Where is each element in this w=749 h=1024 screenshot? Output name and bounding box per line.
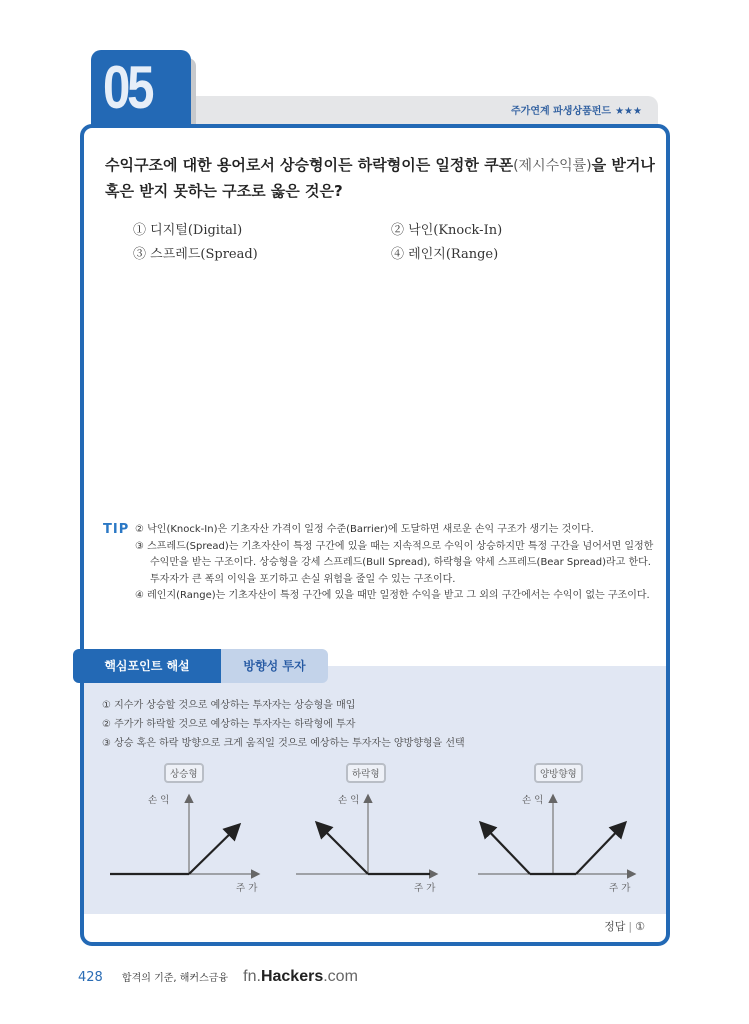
site-brand: Hackers bbox=[260, 968, 324, 985]
key-point-item: ③ 상승 혹은 하락 방향으로 크게 움직일 것으로 예상하는 투자자는 양방향형을 선택 bbox=[102, 738, 465, 749]
question-text bbox=[105, 153, 655, 204]
option-num: ④ bbox=[391, 247, 405, 262]
payoff-chart bbox=[110, 760, 290, 895]
option-label: 낙인(Knock-In) bbox=[408, 223, 503, 238]
option-num: ③ bbox=[133, 247, 147, 262]
key-point-subject-tab: 방향성 투자 bbox=[221, 649, 328, 683]
y-axis-label: 손 익 bbox=[338, 795, 360, 806]
option-2[interactable] bbox=[391, 219, 502, 238]
x-axis-label: 주 가 bbox=[609, 883, 631, 894]
option-label: 디지털(Digital) bbox=[150, 223, 243, 238]
key-point-item: ① 지수가 상승할 것으로 예상하는 투자자는 상승형을 매입 bbox=[102, 700, 356, 711]
graph-title: 양방향형 bbox=[534, 763, 583, 783]
question-text-part-1: 수익구조에 대한 용어로서 상승형이든 하락형이든 일정한 쿠폰 bbox=[105, 156, 514, 174]
key-point-item: ② 주가가 하락할 것으로 예상하는 투자자는 하락형에 투자 bbox=[102, 719, 356, 730]
topic-bar bbox=[196, 96, 658, 126]
x-axis-label: 주 가 bbox=[414, 883, 436, 894]
tip-item: ④ 레인지(Range)는 기초자산이 특정 구간에 있을 때만 일정한 수익을 받고 그 외의 구간에서는 수익이 없는 구조이다. bbox=[135, 590, 650, 601]
y-axis-label: 손 익 bbox=[522, 795, 544, 806]
tip-label: TIP bbox=[103, 522, 130, 537]
site-link[interactable] bbox=[243, 968, 358, 985]
page-footer bbox=[78, 966, 358, 986]
graph-bearish bbox=[296, 760, 476, 895]
key-point-tab: 핵심포인트 해설 bbox=[73, 649, 221, 683]
footer-slogan: 합격의 기준, 해커스금융 bbox=[121, 973, 229, 984]
difficulty-stars: ★★★ bbox=[615, 106, 642, 117]
x-axis-label: 주 가 bbox=[236, 883, 258, 894]
option-4[interactable] bbox=[391, 243, 498, 262]
question-number: 05 bbox=[103, 54, 152, 121]
option-1[interactable] bbox=[133, 219, 242, 238]
question-text-part-2: 을 받거나 혹은 받지 못하는 구조로 옳은 것은? bbox=[105, 156, 655, 200]
topic-label: 주가연계 파생상품펀드 bbox=[511, 106, 612, 117]
payoff-chart bbox=[474, 760, 654, 895]
question-paren: (제시수익률) bbox=[513, 158, 592, 174]
topic-title bbox=[511, 102, 642, 117]
graph-bullish bbox=[110, 760, 290, 895]
site-suffix: .com bbox=[323, 968, 358, 985]
option-label: 레인지(Range) bbox=[408, 247, 499, 262]
answer-key bbox=[604, 918, 645, 934]
page-number: 428 bbox=[78, 970, 103, 985]
key-point-list bbox=[102, 696, 465, 753]
graph-bidirectional bbox=[474, 760, 654, 895]
y-axis-label: 손 익 bbox=[148, 795, 170, 806]
option-num: ① bbox=[133, 223, 147, 238]
option-num: ② bbox=[391, 223, 405, 238]
answer-label: 정답 bbox=[604, 920, 626, 933]
tip-item: ③ 스프레드(Spread)는 기초자산이 특정 구간에 있을 때는 지속적으로 수익이 상승하지만 특정 구간을 넘어서면 일정한 수익만을 받는 구조이다. 상승형을 강세 스프레드(Bull Spread), 하락형을 약세 스프레드(Bear Spread)라고 한다. 투자자가 큰 폭의 이익을 포기하고 손실 위험을 줄일 수 있는 구조이다. bbox=[135, 540, 654, 585]
option-label: 스프레드(Spread) bbox=[150, 247, 258, 262]
graph-title: 상승형 bbox=[164, 763, 204, 783]
tip-body bbox=[135, 522, 655, 605]
answer-value: ① bbox=[635, 920, 645, 933]
option-3[interactable] bbox=[133, 243, 258, 262]
payoff-chart bbox=[296, 760, 476, 895]
site-prefix: fn. bbox=[243, 968, 261, 985]
tip-item: ② 낙인(Knock-In)은 기초자산 가격이 일정 수준(Barrier)에 도달하면 새로운 손익 구조가 생기는 것이다. bbox=[135, 524, 594, 535]
answer-separator: | bbox=[628, 920, 633, 933]
graph-title: 하락형 bbox=[346, 763, 386, 783]
